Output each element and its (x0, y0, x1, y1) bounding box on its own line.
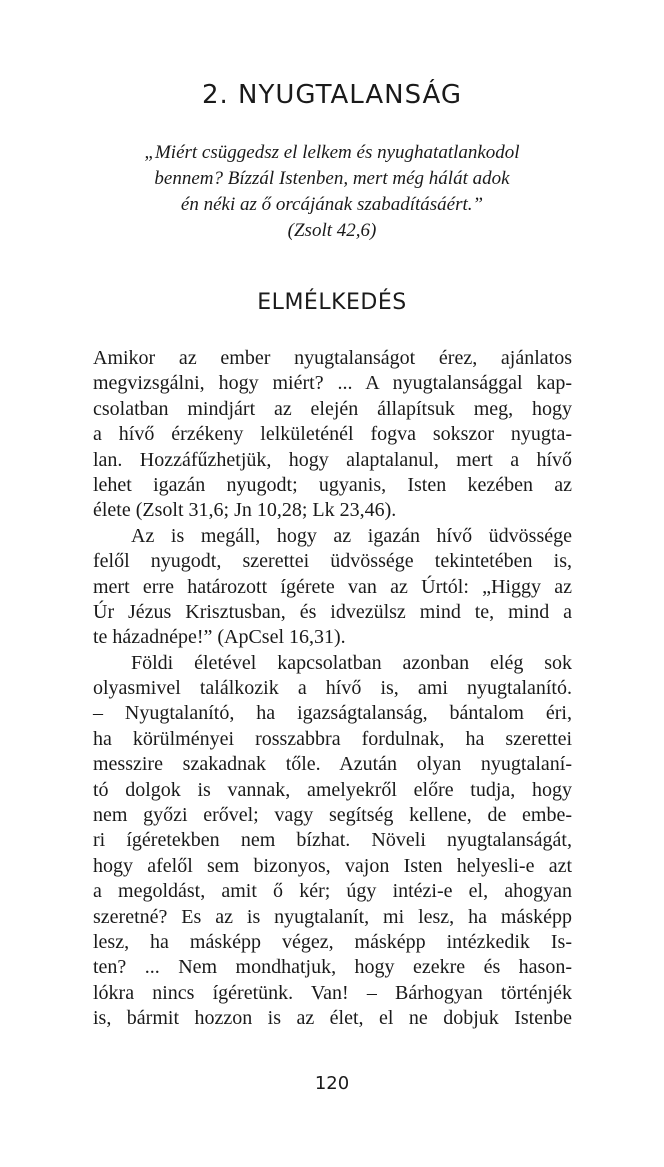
text-line: Az is megáll, hogy az igazán hívő üdvössége (131, 524, 572, 547)
section-title: ELMÉLKEDÉS (257, 290, 407, 315)
text-line: élete (Zsolt 31,6; Jn 10,28; Lk 23,46). (93, 499, 397, 522)
text-line: nem győzi erővel; vagy segítség kellene, de embe- (93, 804, 572, 827)
text-line: megvizsgálni, hogy miért? ... A nyugtalansággal kap- (93, 372, 572, 395)
text-line: mert erre határozott ígérete van az Úrtól: „Higgy az (93, 575, 572, 598)
text-line: lan. Hozzáfűzhetjük, hogy alaptalanul, mert a hívő (93, 448, 572, 471)
page-number: 120 (314, 1073, 350, 1094)
body-text (93, 346, 572, 1032)
motto-reference: (Zsolt 42,6) (287, 220, 377, 241)
text-line: olyasmivel találkozik a hívő is, ami nyugtalanító. (93, 677, 572, 700)
motto-quote (100, 140, 564, 244)
text-line: a megoldást, amit ő kér; úgy intézi-e el, ahogyan (93, 880, 572, 903)
text-line: lókra nincs ígéretünk. Van! – Bárhogyan történjék (93, 981, 572, 1004)
text-line: is, bármit hozzon is az élet, el ne dobjuk Istenbe (93, 1007, 572, 1030)
text-line: Amikor az ember nyugtalanságot érez, ajánlatos (93, 347, 572, 369)
text-line: Úr Jézus Krisztusban, és idvezülsz mind te, mind a (93, 600, 572, 623)
text-line: szeretné? Es az is nyugtalanít, mi lesz, ha másképp (93, 905, 572, 928)
text-line: ten? ... Nem mondhatjuk, hogy ezekre és hason- (93, 956, 572, 979)
text-line: tó dolgok is vannak, amelyekről előre tudja, hogy (93, 778, 572, 801)
text-line: hogy afelől sem bizonyos, vajon Isten helyesli-e azt (93, 854, 572, 877)
text-line: Földi életével kapcsolatban azonban elég sok (131, 651, 572, 674)
text-line: csolatban mindjárt az elején állapítsuk meg, hogy (93, 397, 572, 420)
text-line: messzire szakadnak tőle. Azután olyan nyugtalaní- (93, 753, 572, 776)
text-line: ha körülményei rosszabbra fordulnak, ha szerettei (93, 727, 572, 750)
text-line: lehet igazán nyugodt; ugyanis, Isten kezében az (93, 473, 572, 496)
text-line: te házadnépe!” (ApCsel 16,31). (93, 626, 346, 649)
text-line: felől nyugodt, szerettei üdvössége tekintetében is, (93, 550, 572, 573)
motto-line: „Miért csüggedsz el lelkem és nyughatatlankodol (144, 142, 520, 163)
text-line: a hívő érzékeny lelkületénél fogva sokszor nyugta- (93, 423, 572, 446)
text-line: – Nyugtalanító, ha igazságtalanság, bántalom éri, (93, 702, 572, 725)
text-line: lesz, ha másképp végez, másképp intézkedik Is- (93, 930, 572, 953)
chapter-title: 2. NYUGTALANSÁG (201, 80, 463, 110)
motto-line: én néki az ő orcájának szabadításáért.” (180, 194, 484, 215)
motto-line: bennem? Bízzál Istenben, mert még hálát adok (154, 168, 510, 189)
text-line: ri ígéretekben nem bízhat. Növeli nyugtalanságát, (93, 829, 572, 852)
